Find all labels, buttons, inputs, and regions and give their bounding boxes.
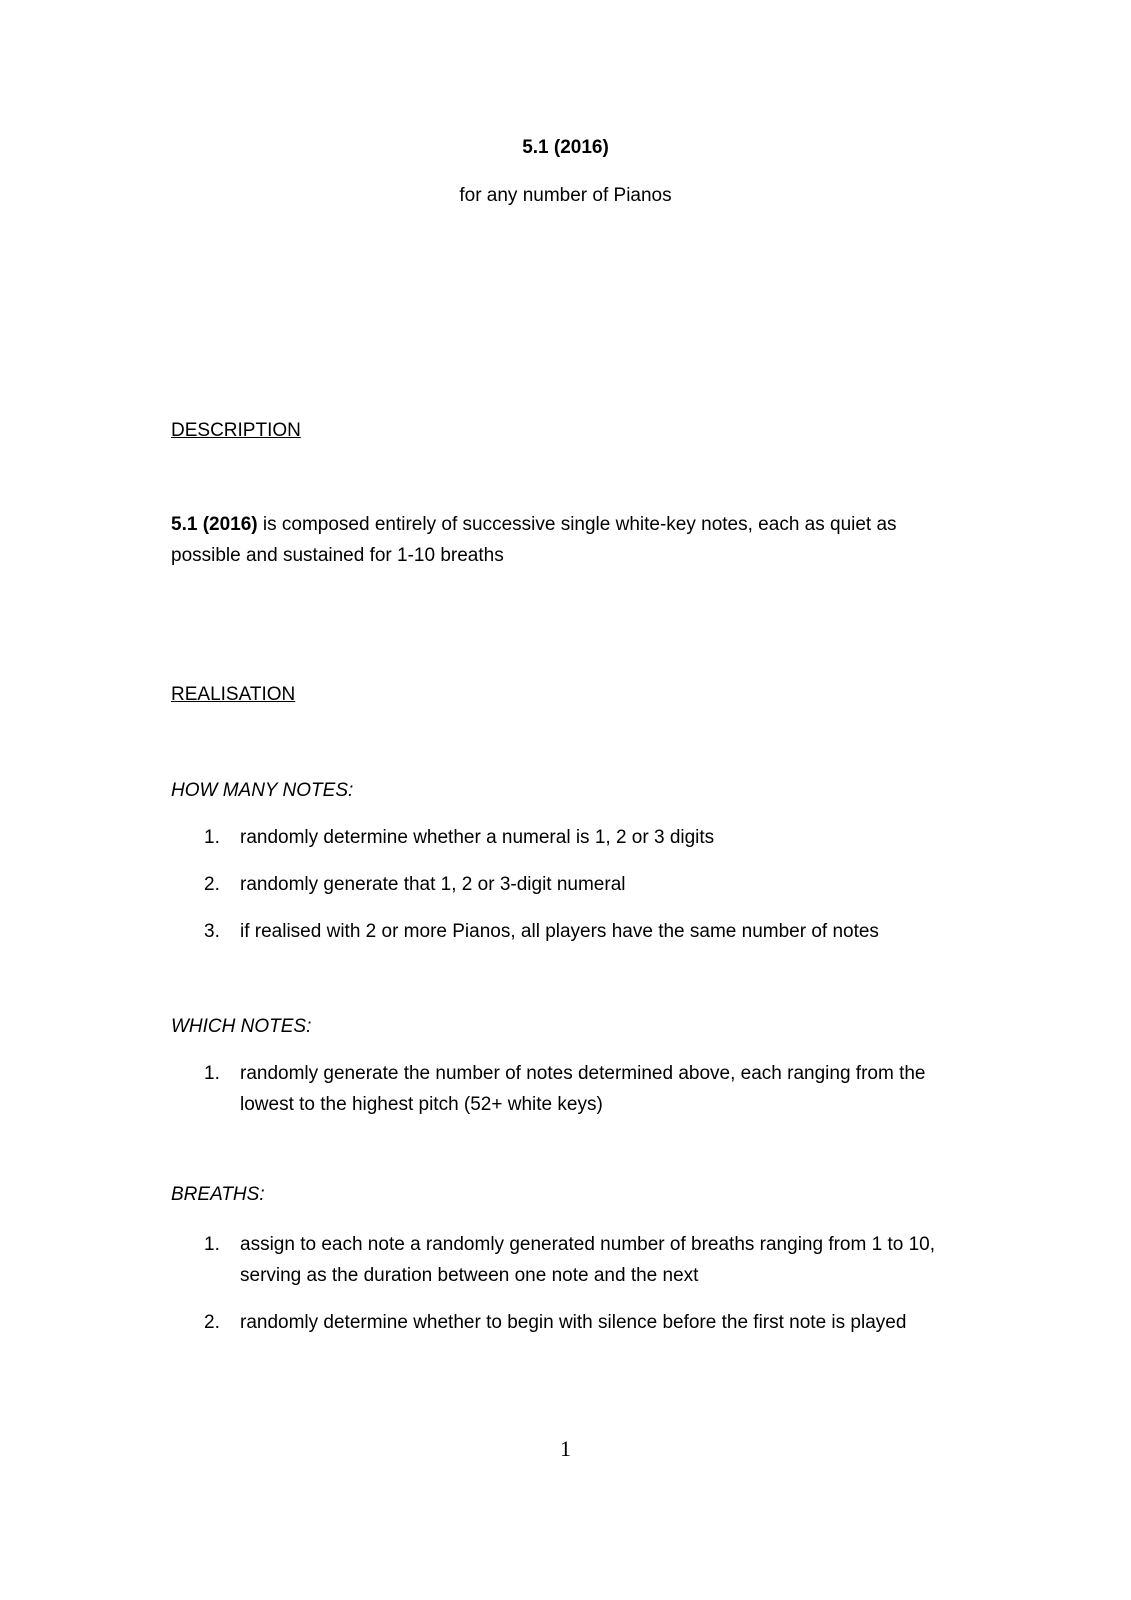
which-notes-label: WHICH NOTES: [171,1016,312,1037]
list-item-number: 2. [204,874,220,895]
how-many-notes-label: HOW MANY NOTES: [171,780,354,801]
breaths-list [171,1229,961,1354]
document-subtitle: for any number of Pianos [459,185,672,206]
list-item-number: 1. [204,827,220,848]
list-item [171,822,961,853]
list-item [171,869,961,900]
realisation-heading: REALISATION [171,684,296,705]
list-item [171,1229,961,1291]
list-item-text: randomly determine whether to begin with silence before the first note is played [240,1312,907,1333]
list-item-number: 2. [204,1312,220,1333]
which-notes-list [171,1058,961,1136]
list-item-text: randomly determine whether a numeral is 1, 2 or 3 digits [240,827,715,848]
list-item-text: randomly generate that 1, 2 or 3-digit numeral [240,874,626,895]
list-item-text: if realised with 2 or more Pianos, all players have the same number of notes [240,921,879,942]
description-text: is composed entirely of successive single white-key notes, each as quiet as possible and sustained for 1-10 breaths [171,514,897,566]
how-many-notes-list [171,822,961,963]
list-item-text: assign to each note a randomly generated number of breaths ranging from 1 to 10, serving as the duration between one note and the next [240,1234,935,1286]
breaths-label: BREATHS: [171,1184,265,1205]
list-item-text: randomly generate the number of notes determined above, each ranging from the lowest to the highest pitch (52+ white keys) [240,1063,926,1115]
description-paragraph [171,509,961,571]
description-bold-lead: 5.1 (2016) [171,514,258,535]
page-number: 1 [560,1436,571,1461]
list-item [171,916,961,947]
list-item-number: 1. [204,1234,220,1255]
list-item-number: 1. [204,1063,220,1084]
document-title: 5.1 (2016) [522,137,609,158]
list-item [171,1058,961,1120]
list-item-number: 3. [204,921,220,942]
list-item [171,1307,961,1338]
description-heading: DESCRIPTION [171,420,301,441]
